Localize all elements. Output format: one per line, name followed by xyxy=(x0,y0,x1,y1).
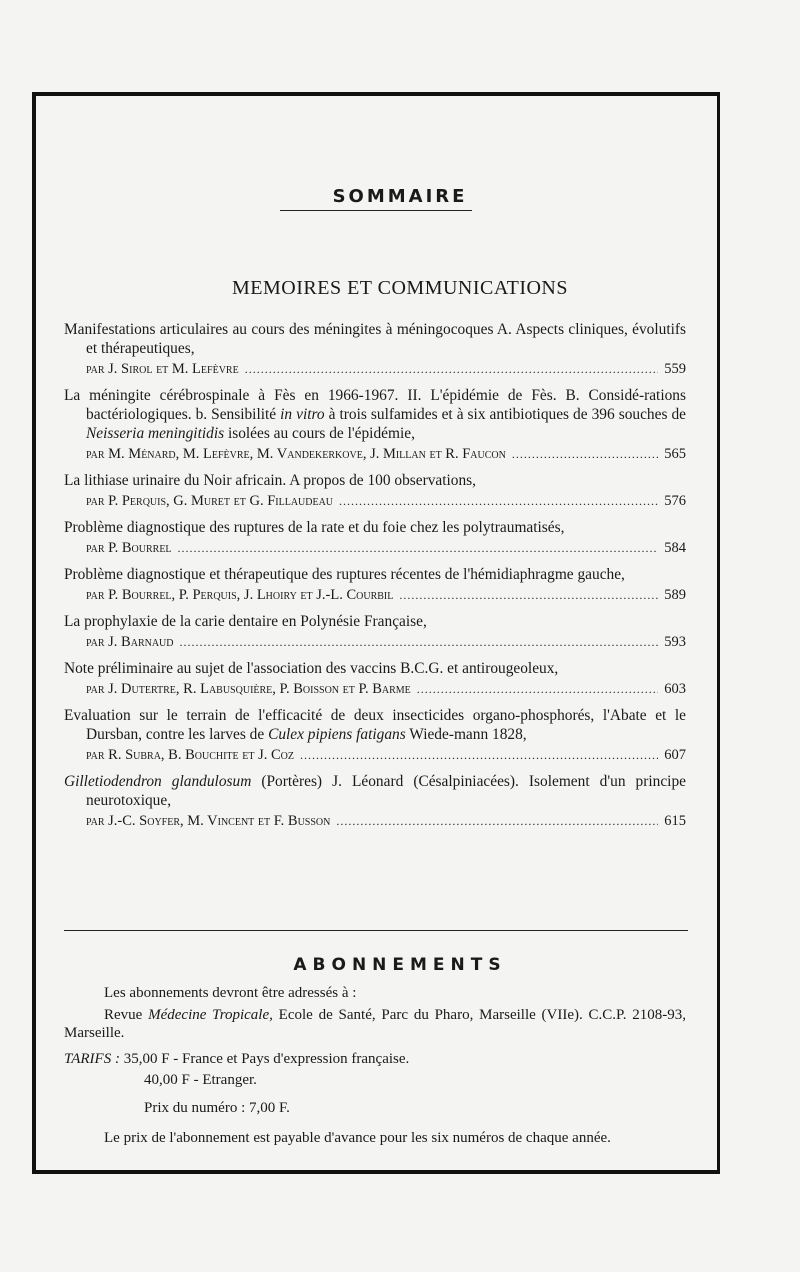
toc-entry[interactable] xyxy=(64,386,686,464)
entry-authors: par J. Sirol et M. Lefèvre xyxy=(86,361,239,377)
entry-page: 593 xyxy=(664,634,686,650)
entry-authors: par J. Barnaud xyxy=(86,634,174,650)
toc-entry[interactable] xyxy=(64,320,686,379)
entry-page: 559 xyxy=(664,361,686,377)
toc-entry[interactable] xyxy=(64,518,686,558)
entry-title: Problème diagnostique des ruptures de la rate et du foie chez les polytraumatisés, xyxy=(64,519,565,536)
sommaire-heading: SOMMAIRE xyxy=(332,186,468,207)
sommaire-underline xyxy=(280,210,472,211)
entry-title: Manifestations articulaires au cours des méningites à méningocoques A. Aspects cliniques, évolutifs et thérapeutiques, xyxy=(64,321,686,357)
entry-title: Note préliminaire au sujet de l'association des vaccins B.C.G. et antirougeoleux, xyxy=(64,660,559,677)
abonnements-heading: ABONNEMENTS xyxy=(293,955,507,975)
abo-line: Les abonnements devront être adressés à : xyxy=(104,985,357,1001)
tarifs-line: TARIFS : 35,00 F - France et Pays d'expression française. xyxy=(64,1051,410,1067)
section-divider xyxy=(64,930,688,931)
entry-authors: par P. Bourrel xyxy=(86,540,172,556)
entry-page: 607 xyxy=(664,747,686,763)
entry-authors: par P. Bourrel, P. Perquis, J. Lhoiry et J.-L. Courbil xyxy=(86,587,394,603)
entry-page: 603 xyxy=(664,681,686,697)
toc-entry[interactable] xyxy=(64,471,686,511)
entry-page: 615 xyxy=(664,813,686,829)
toc-entry[interactable] xyxy=(64,706,686,765)
table-of-contents xyxy=(64,320,686,838)
entry-authors: par J. Dutertre, R. Labusquière, P. Boisson et P. Barme xyxy=(86,681,411,697)
abonnements-section xyxy=(64,984,686,1147)
entry-title: La méningite cérébrospinale à Fès en 1966-1967. II. L'épidémie de Fès. B. Considé-rations bactériologiques. b. Sensibilité in vitro à trois sulfamides et à six antibiotiques de 396 souches de Neisseria meningitidis isolées au cours de l'épidémie, xyxy=(64,387,686,442)
entry-title: La lithiase urinaire du Noir africain. A propos de 100 observations, xyxy=(64,472,477,489)
toc-entry[interactable] xyxy=(64,772,686,831)
tarif-line: 40,00 F - Etranger. xyxy=(144,1072,257,1088)
entry-title: La prophylaxie de la carie dentaire en Polynésie Française, xyxy=(64,613,427,630)
abo-address: Revue Médecine Tropicale, Ecole de Santé, Parc du Pharo, Marseille (VIIe). C.C.P. 2108-93, Marseille. xyxy=(64,1007,687,1041)
entry-authors: par J.-C. Soyfer, M. Vincent et F. Busson xyxy=(86,813,331,829)
entry-title: Evaluation sur le terrain de l'efficacité de deux insecticides organo-phosphorés, l'Abate et le Dursban, contre les larves de Culex pipiens fatigans Wiede-mann 1828, xyxy=(64,707,686,743)
toc-entry[interactable] xyxy=(64,612,686,652)
prix-line: Prix du numéro : 7,00 F. xyxy=(144,1100,290,1116)
toc-entry[interactable] xyxy=(64,659,686,699)
entry-authors: par P. Perquis, G. Muret et G. Fillaudeau xyxy=(86,493,334,509)
entry-page: 584 xyxy=(664,540,686,556)
entry-title: Gilletiodendron glandulosum (Portères) J. Léonard (Césalpiniacées). Isolement d'un principe neurotoxique, xyxy=(64,773,686,809)
section-title: MEMOIRES ET COMMUNICATIONS xyxy=(232,277,568,299)
abo-note: Le prix de l'abonnement est payable d'avance pour les six numéros de chaque année. xyxy=(104,1130,611,1146)
entry-authors: par R. Subra, B. Bouchite et J. Coz xyxy=(86,747,295,763)
entry-authors: par M. Ménard, M. Lefèvre, M. Vandekerkove, J. Millan et R. Faucon xyxy=(86,446,506,462)
entry-title: Problème diagnostique et thérapeutique des ruptures récentes de l'hémidiaphragme gauche, xyxy=(64,566,625,583)
entry-page: 576 xyxy=(664,493,686,509)
toc-entry[interactable] xyxy=(64,565,686,605)
entry-page: 589 xyxy=(664,587,686,603)
entry-page: 565 xyxy=(664,446,686,462)
